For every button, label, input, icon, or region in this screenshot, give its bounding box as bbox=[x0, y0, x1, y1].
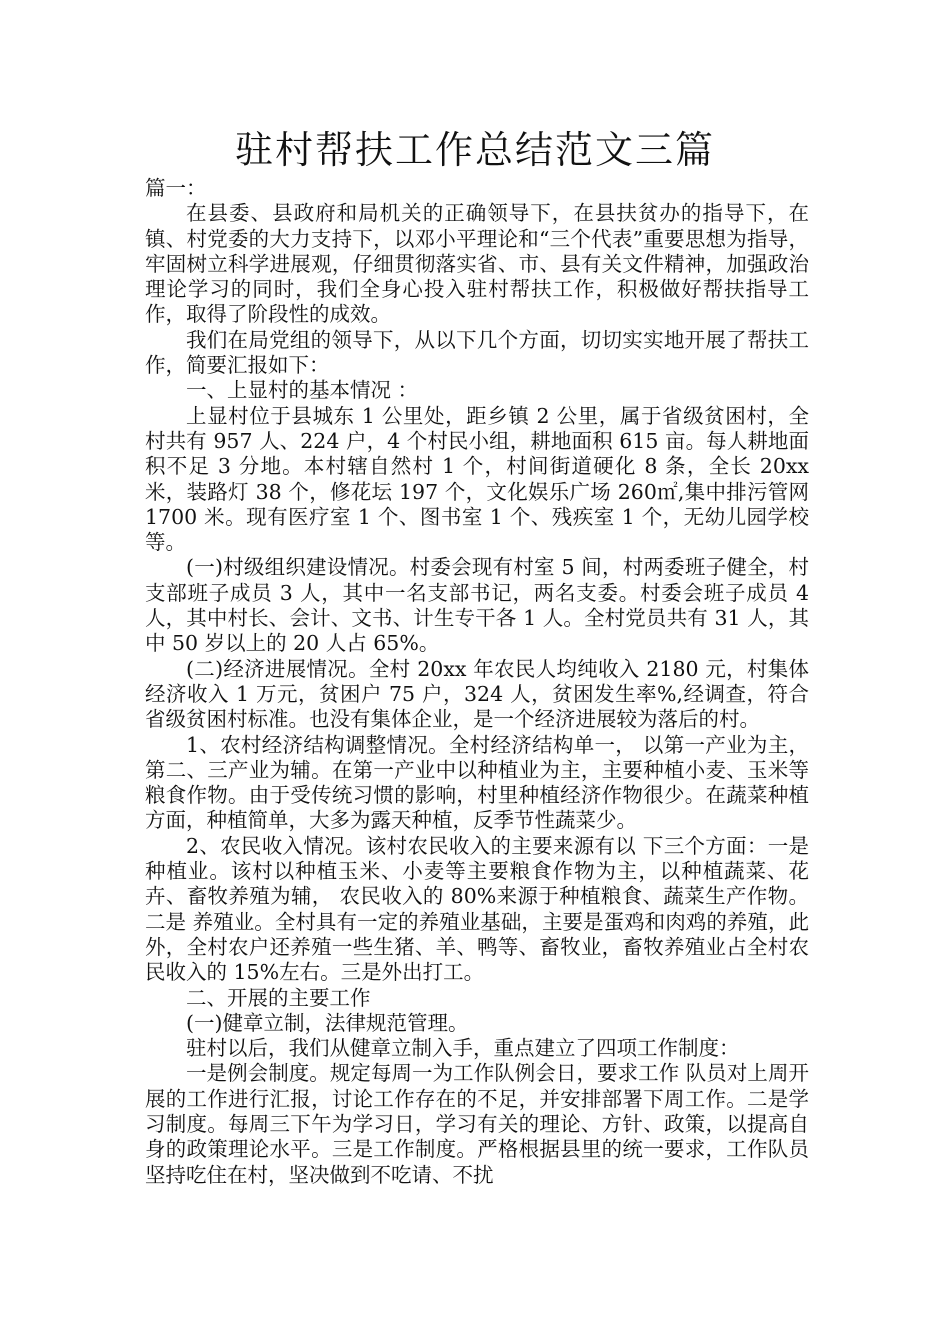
paragraph: 1、农村经济结构调整情况。全村经济结构单一， 以第一产业为主，第二、三产业为辅。在第一产业中以种植业为主，主要种植小麦、玉米等粮食作物。由于受传统习惯的影响，村里种植经济作物很少。在蔬菜种植方面，种植简单，大多为露天种植，反季节性蔬菜少。 bbox=[145, 732, 809, 833]
paragraph: 一是例会制度。规定每周一为工作队例会日，要求工作 队员对上周开展的工作进行汇报，讨论工作存在的不足，并安排部署下周工作。二是学习制度。每周三下午为学习日，学习有关的理论、方针、政策，以提高自身的政策理论水平。三是工作制度。严格根据县里的统一要求，工作队员坚持吃住在村，坚决做到不吃请、不扰 bbox=[145, 1061, 809, 1187]
paragraph: 2、农民收入情况。该村农民收入的主要来源有以 下三个方面：一是种植业。该村以种植玉米、小麦等主要粮食作物为主，以种植蔬菜、花卉、畜牧养殖为辅， 农民收入的 80%来源于种植粮食、蔬菜生产作物。二是 养殖业。全村具有一定的养殖业基础，主要是蛋鸡和肉鸡的养殖，此外，全村农户还养殖一些生猪、羊、鸭等、畜牧业，畜牧养殖业占全村农民收入的 15%左右。三是外出打工。 bbox=[145, 833, 809, 985]
section-label: 篇一： bbox=[145, 176, 207, 200]
paragraph: (二)经济进展情况。全村 20xx 年农民人均纯收入 2180 元，村集体经济收入 1 万元，贫困户 75 户，324 人，贫困发生率%,经调查，符合省级贫困村标准。也没有集体企业，是一个经济进展较为落后的村。 bbox=[145, 656, 809, 732]
subsection-heading: (一)健章立制，法律规范管理。 bbox=[186, 1010, 469, 1035]
document-title: 驻村帮扶工作总结范文三篇 bbox=[234, 128, 715, 172]
section-heading: 一、上显村的基本情况 ： bbox=[186, 378, 419, 403]
paragraph: 上显村位于县城东 1 公里处，距乡镇 2 公里，属于省级贫困村，全村共有 957 人、224 户，4 个村民小组，耕地面积 615 亩。每人耕地面积不足 3 分地。本村辖自然村 1 个，村间街道硬化 8 条，全长 20xx 米，装路灯 38 个，修花坛 197 个，文化娱乐广场 260㎡,集中排污管网 1700 米。现有医疗室 1 个、图书室 1 个、残疾室 1 个，无幼儿园学校等。 bbox=[145, 403, 809, 555]
paragraph: (一)村级组织建设情况。村委会现有村室 5 间，村两委班子健全，村支部班子成员 3 人，其中一名支部书记，两名支委。村委会班子成员 4 人，其中村长、会计、文书、计生专干各 1 人。全村党员共有 31 人，其中 50 岁以上的 20 人占 65%。 bbox=[145, 555, 809, 656]
paragraph: 在县委、县政府和局机关的正确领导下，在县扶贫办的指导下，在镇、村党委的大力支持下，以邓小平理论和“三个代表”重要思想为指导，牢固树立科学进展观，仔细贯彻落实省、市、县有关文件精神，加强政治理论学习的同时，我们全身心投入驻村帮扶工作，积极做好帮扶指导工作，取得了阶段性的成效。 bbox=[145, 201, 809, 327]
paragraph: 驻村以后，我们从健章立制入手，重点建立了四项工作制度： bbox=[186, 1036, 740, 1061]
section-heading: 二、开展的主要工作 bbox=[186, 985, 371, 1010]
paragraph: 我们在局党组的领导下，从以下几个方面，切切实实地开展了帮扶工作，简要汇报如下： bbox=[145, 327, 809, 378]
document-body bbox=[145, 176, 809, 1188]
